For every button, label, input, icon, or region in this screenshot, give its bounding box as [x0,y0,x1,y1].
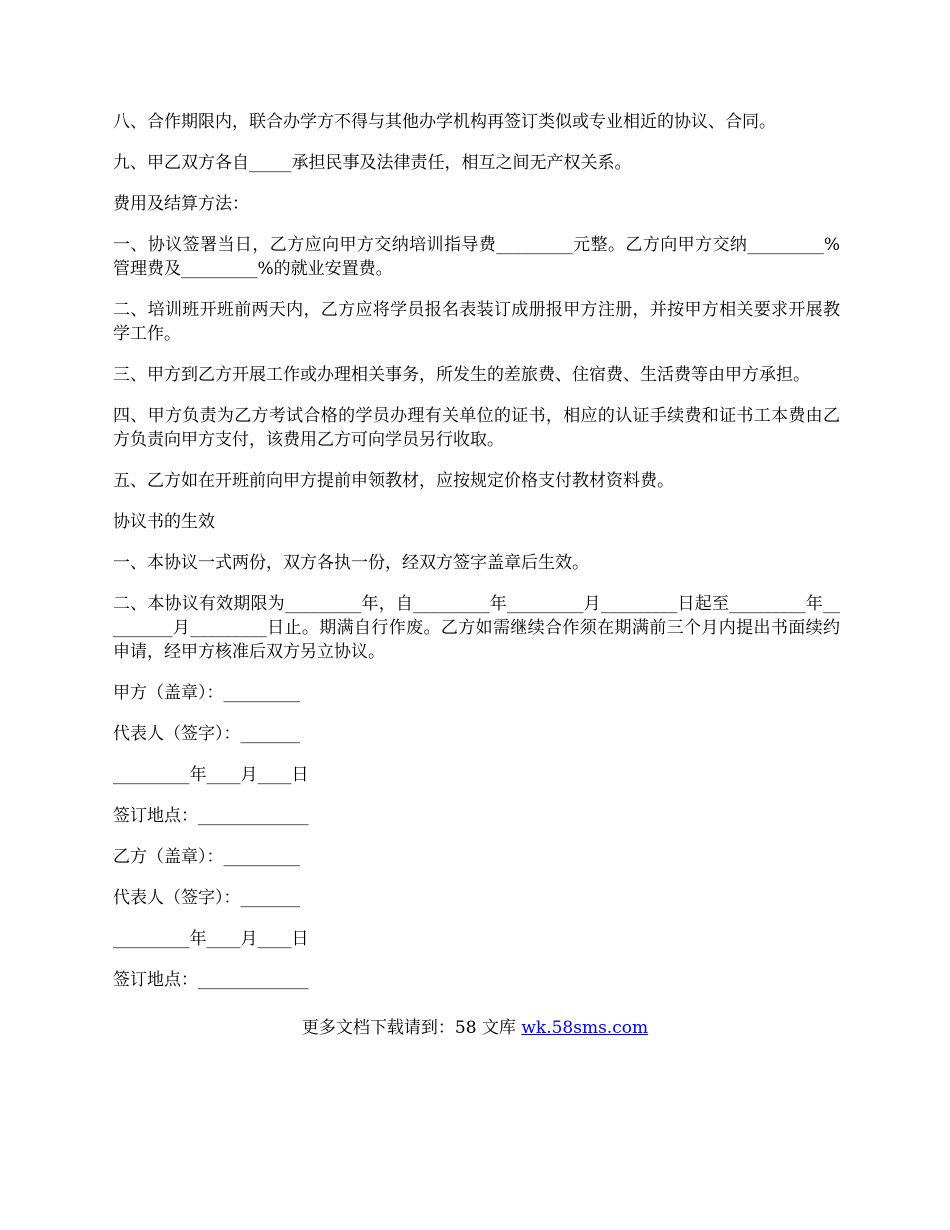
document-body [113,110,840,1009]
party-a-date: _________年____月____日 [113,765,309,785]
footer-text: 更多文档下载请到：58 文库 [301,1018,522,1038]
party-b-seal: 乙方（盖章）：_________ [113,847,300,867]
party-b-signing-place: 签订地点：_____________ [113,970,309,990]
party-a-signing-place: 签订地点：_____________ [113,806,309,826]
fee-clause-three: 三、甲方到乙方开展工作或办理相关事务，所发生的差旅费、住宿费、生活费等由甲方承担。 [113,365,810,385]
party-a-representative: 代表人（签字）：_______ [113,724,300,744]
party-b-representative: 代表人（签字）：_______ [113,888,300,908]
fee-clause-four: 四、甲方负责为乙方考试合格的学员办理有关单位的证书，相应的认证手续费和证书工本费由乙方负责向甲方支付，该费用乙方可向学员另行收取。 [113,406,840,450]
effect-clause-one: 一、本协议一式两份，双方各执一份，经双方签字盖章后生效。 [113,553,589,573]
effect-clause-two: 二、本协议有效期限为_________年，自_________年_________月_________日起至_________年_________月_________日止。期满自行作废。乙方如需继续合作须在期满前三个月内提出书面续约申请，经甲方核准后双方另立协议。 [113,594,840,662]
section-heading-effect: 协议书的生效 [113,512,215,532]
fee-clause-two: 二、培训班开班前两天内，乙方应将学员报名表装订成册报甲方注册，并按甲方相关要求开展教学工作。 [113,300,840,344]
fee-clause-one: 一、协议签署当日，乙方应向甲方交纳培训指导费_________元整。乙方向甲方交纳_________%管理费及_________%的就业安置费。 [113,235,840,279]
section-heading-fees: 费用及结算方法： [113,194,249,214]
fee-clause-five: 五、乙方如在开班前向甲方提前申领教材，应按规定价格支付教材资料费。 [113,471,674,491]
footer-link[interactable]: wk.58sms.com [521,1018,649,1038]
party-b-date: _________年____月____日 [113,929,309,949]
clause-nine: 九、甲乙双方各自_____承担民事及法律责任，相互之间无产权关系。 [113,153,632,173]
party-a-seal: 甲方（盖章）：_________ [113,683,300,703]
footer [0,1016,950,1040]
clause-eight: 八、合作期限内，联合办学方不得与其他办学机构再签订类似或专业相近的协议、合同。 [113,112,776,132]
